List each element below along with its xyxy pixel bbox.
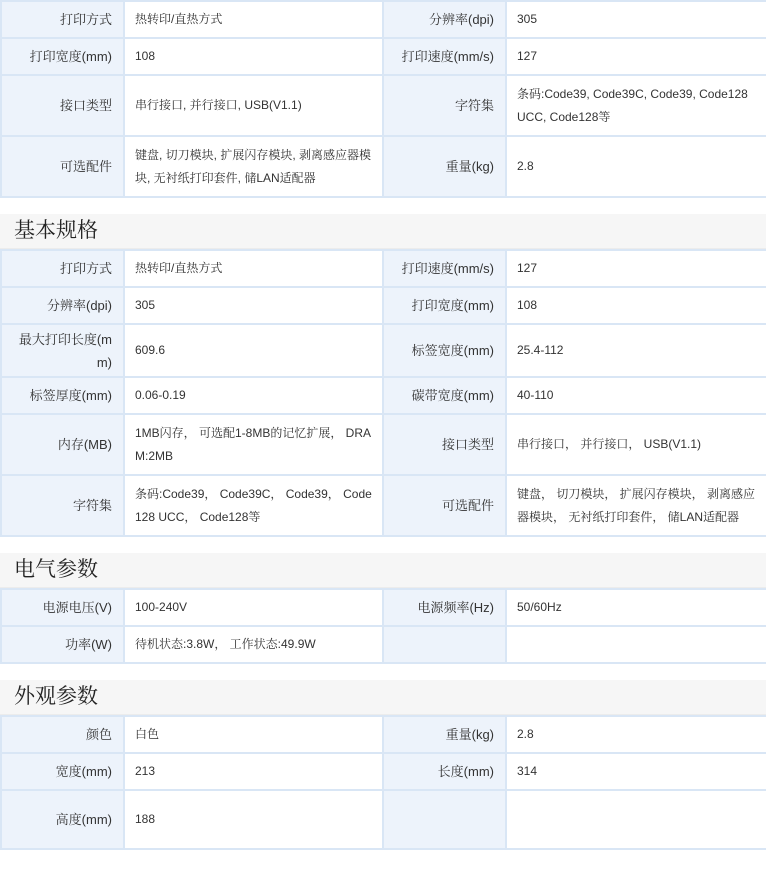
spec-value: 127 [506, 38, 766, 75]
appearance-table [0, 715, 766, 850]
spec-value: 键盘， 切刀模块， 扩展闪存模块， 剥离感应器模块， 无衬纸打印套件， 储LAN适配器 [506, 475, 766, 536]
spec-value: 白色 [124, 716, 383, 753]
electrical-table [0, 588, 766, 664]
spec-value: 108 [506, 287, 766, 324]
table-row [1, 716, 766, 753]
spec-value: 314 [506, 753, 766, 790]
spec-label: 电源频率(Hz) [383, 589, 506, 626]
spec-value: 键盘, 切刀模块, 扩展闪存模块, 剥离感应器模块, 无衬纸打印套件, 储LAN适配器 [124, 136, 383, 197]
spec-label: 打印宽度(mm) [383, 287, 506, 324]
table-row [1, 38, 766, 75]
spec-value: 条码:Code39， Code39C， Code39， Code128 UCC， Code128等 [124, 475, 383, 536]
spec-label: 打印宽度(mm) [1, 38, 124, 75]
spec-label: 电源电压(V) [1, 589, 124, 626]
basic-specs-table [0, 249, 766, 537]
spec-value: 2.8 [506, 716, 766, 753]
section-header-appearance [0, 680, 766, 715]
table-row [1, 475, 766, 536]
spec-value: 热转印/直热方式 [124, 1, 383, 38]
spec-label [383, 790, 506, 849]
spec-label: 打印速度(mm/s) [383, 250, 506, 287]
spec-label: 接口类型 [383, 414, 506, 475]
table-row [1, 1, 766, 38]
spec-value [506, 626, 766, 663]
spec-value: 127 [506, 250, 766, 287]
spec-value: 热转印/直热方式 [124, 250, 383, 287]
spec-label: 分辨率(dpi) [383, 1, 506, 38]
spec-label: 碳带宽度(mm) [383, 377, 506, 414]
spec-value: 305 [506, 1, 766, 38]
spec-label: 打印方式 [1, 1, 124, 38]
section-header-electrical [0, 553, 766, 588]
spec-label [383, 626, 506, 663]
spec-value: 213 [124, 753, 383, 790]
spec-label: 字符集 [1, 475, 124, 536]
table-row [1, 377, 766, 414]
spec-value: 25.4-112 [506, 324, 766, 377]
spec-value: 串行接口, 并行接口, USB(V1.1) [124, 75, 383, 136]
spec-value: 待机状态:3.8W， 工作状态:49.9W [124, 626, 383, 663]
spec-value: 100-240V [124, 589, 383, 626]
spec-value: 1MB闪存， 可选配1-8MB的记忆扩展， DRAM:2MB [124, 414, 383, 475]
spec-label: 宽度(mm) [1, 753, 124, 790]
table-row [1, 287, 766, 324]
section-title: 外观参数 [14, 685, 98, 708]
spec-label: 可选配件 [383, 475, 506, 536]
spec-value: 40-110 [506, 377, 766, 414]
spec-label: 重量(kg) [383, 136, 506, 197]
spec-label: 颜色 [1, 716, 124, 753]
table-row [1, 75, 766, 136]
spec-value: 串行接口， 并行接口， USB(V1.1) [506, 414, 766, 475]
table-row [1, 589, 766, 626]
spec-label: 内存(MB) [1, 414, 124, 475]
spec-label: 字符集 [383, 75, 506, 136]
spec-label: 打印速度(mm/s) [383, 38, 506, 75]
spec-value [506, 790, 766, 849]
spec-label: 可选配件 [1, 136, 124, 197]
spec-label: 标签宽度(mm) [383, 324, 506, 377]
spec-value: 0.06-0.19 [124, 377, 383, 414]
table-row [1, 414, 766, 475]
spec-value: 50/60Hz [506, 589, 766, 626]
table-row [1, 626, 766, 663]
spec-value: 条码:Code39, Code39C, Code39, Code128 UCC, Code128等 [506, 75, 766, 136]
spec-value: 108 [124, 38, 383, 75]
spec-label: 打印方式 [1, 250, 124, 287]
table-row [1, 136, 766, 197]
spec-label: 接口类型 [1, 75, 124, 136]
spec-label: 分辨率(dpi) [1, 287, 124, 324]
top-spec-table [0, 0, 766, 198]
section-header-basic-specs [0, 214, 766, 249]
table-row [1, 790, 766, 849]
spec-label: 标签厚度(mm) [1, 377, 124, 414]
spec-value: 188 [124, 790, 383, 849]
spec-label: 高度(mm) [1, 790, 124, 849]
table-row [1, 250, 766, 287]
table-row [1, 753, 766, 790]
spec-label: 最大打印长度(mm) [1, 324, 124, 377]
spec-label: 重量(kg) [383, 716, 506, 753]
spec-value: 305 [124, 287, 383, 324]
spec-value: 609.6 [124, 324, 383, 377]
table-row [1, 324, 766, 377]
spec-label: 长度(mm) [383, 753, 506, 790]
section-title: 电气参数 [14, 558, 98, 581]
spec-value: 2.8 [506, 136, 766, 197]
section-title: 基本规格 [14, 219, 98, 242]
spec-label: 功率(W) [1, 626, 124, 663]
